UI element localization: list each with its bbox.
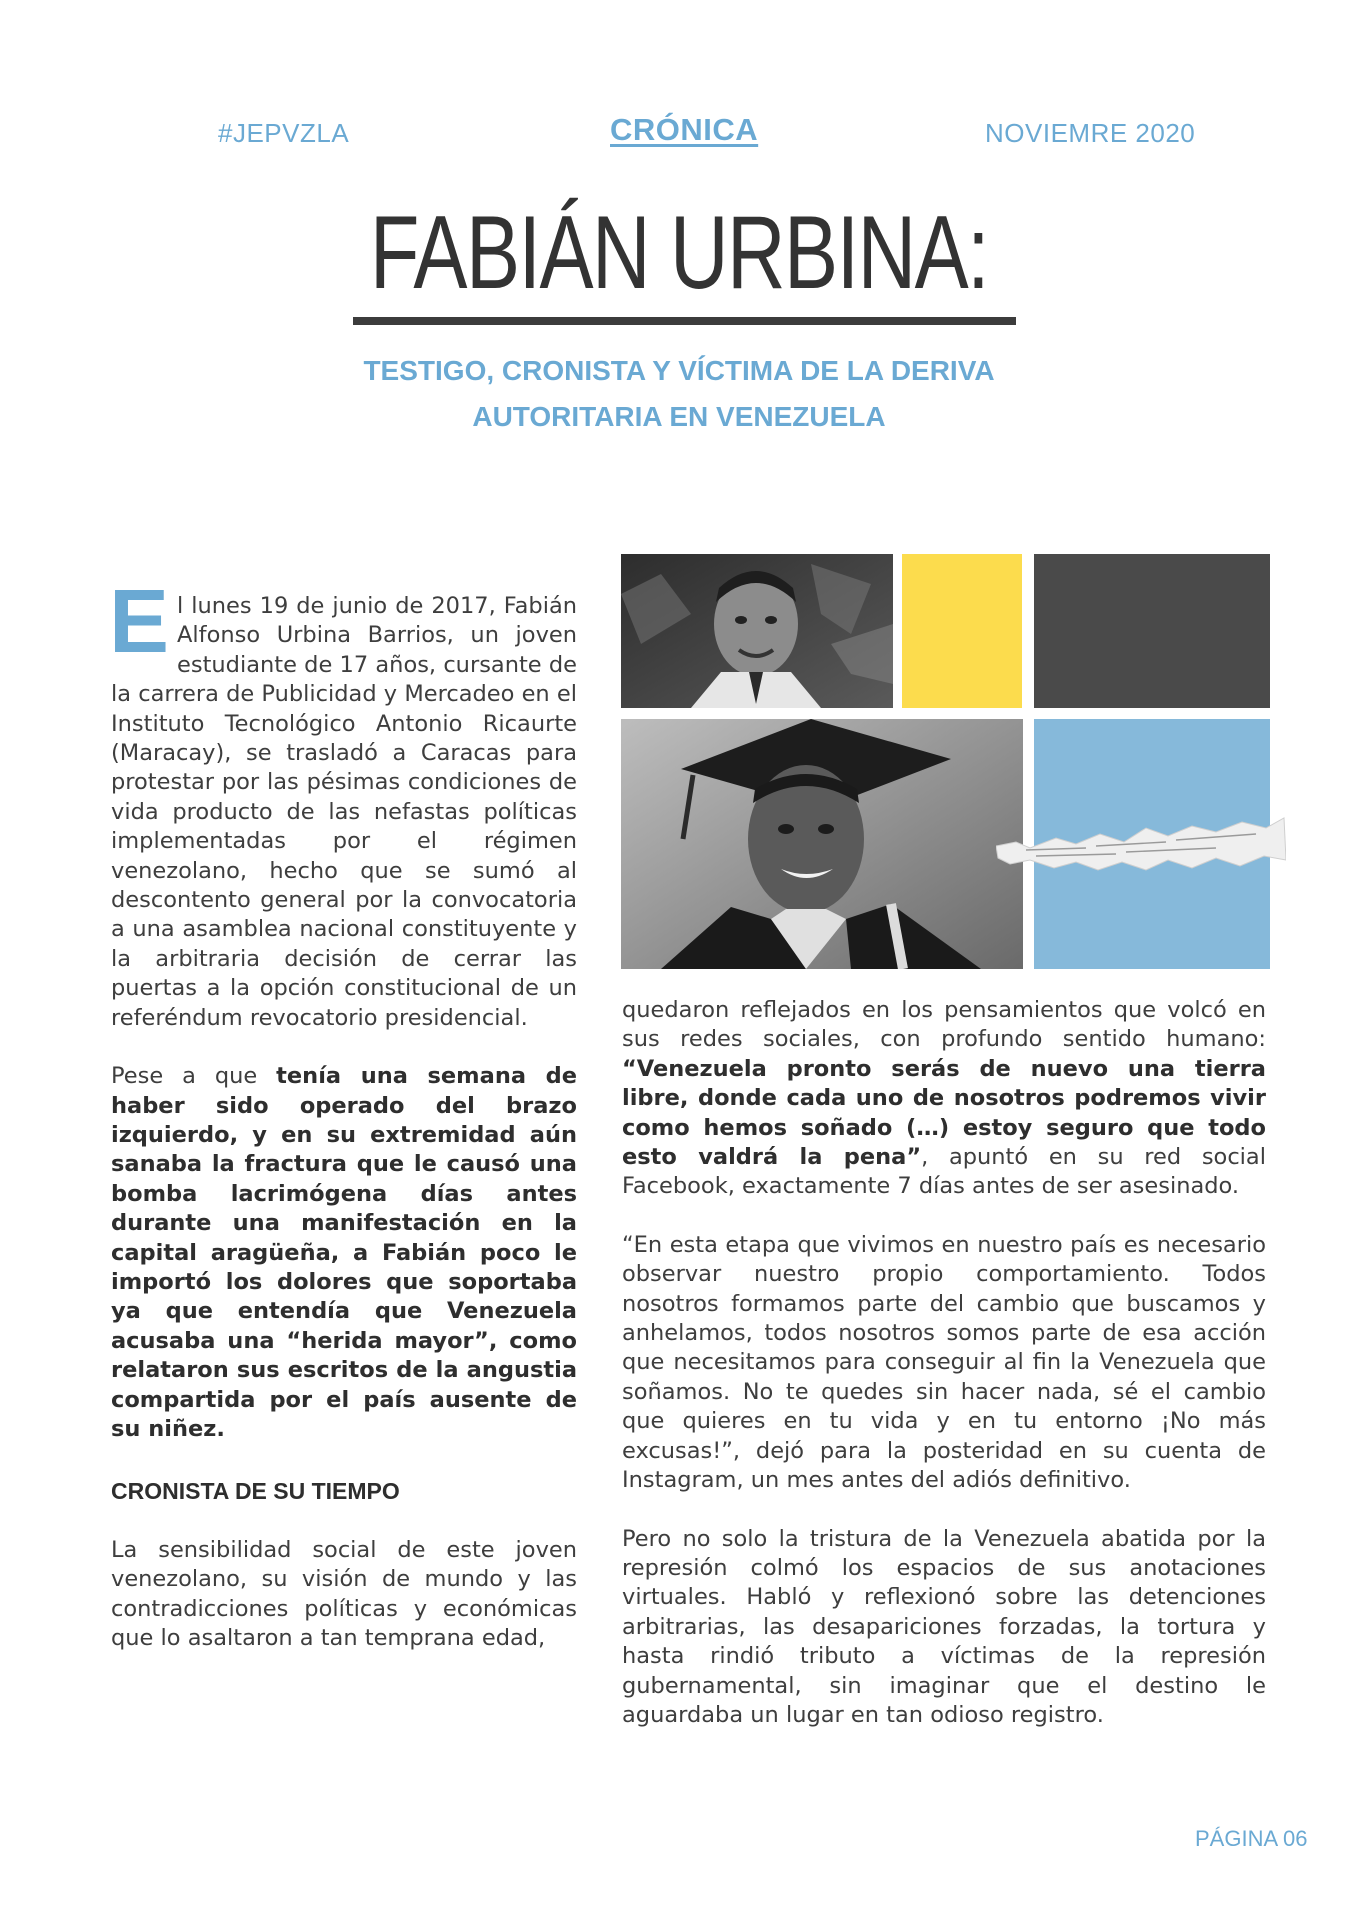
paragraph-6: Pero no solo la tristura de la Venezuela abatida por la represión colmó los espacios de sus anotaciones virtuales. Habló y reflexionó sobre las detenciones arbitrarias, las desapariciones forzadas, la tortura y hasta rindió tributo a víctimas de la represión gubernamental, sin imaginar que el destino le aguardaba un lugar en tan odioso registro. (622, 1525, 1266, 1728)
paragraph-1-text: l lunes 19 de junio de 2017, Fabián Alfonso Urbina Barrios, un joven estudiante de 17 años, cursante de la carrera de Publicidad y Mercadeo en el Instituto Tecnológico Antonio Ricaurte (Maracay), se trasladó a Caracas para protestar por las pésimas condiciones de vida producto de las nefastas políticas implementadas por el régimen venezolano, hecho que se sumó al descontento general por la convocatoria a una asamblea nacional constituyente y la arbitraria decisión de cerrar las puertas a la opción constitucional de un referéndum revocatorio presidencial. (111, 593, 577, 1031)
paragraph-4-quote: “Venezuela pronto serás de nuevo una tierra libre, donde cada uno de nosotros podremos vivir como hemos soñado (…) estoy seguro que todo esto valdrá la pena” (622, 1055, 1266, 1171)
paragraph-3: La sensibilidad social de este joven venezolano, su visión de mundo y las contradicciones políticas y económicas que lo asaltaron a tan temprana edad, (111, 1536, 577, 1651)
page-number: PÁGINA 06 (1195, 1826, 1308, 1851)
paragraph-5: “En esta etapa que vivimos en nuestro país es necesario observar nuestro propio comportamiento. Todos nosotros formamos parte del cambio que buscamos y anhelamos, todos nosotros somos parte de esa acción que necesitamos para conseguir al fin la Venezuela que soñamos. No te quedes sin hacer nada, sé el cambio que quieres en tu vida y en tu entorno ¡No más excusas!”, dejó para la posteridad en su cuenta de Instagram, un mes antes del adiós definitivo. (622, 1231, 1266, 1494)
title-underline (353, 317, 1016, 325)
article-title: FABIÁN URBINA: (369, 195, 989, 311)
child-photo (621, 554, 893, 708)
left-column (109, 572, 577, 1653)
paragraph-2-bold: tenía una semana de haber sido operado del brazo izquierdo, y en su extremidad aún sanaba la fractura que le causó una bomba lacrimógena días antes durante una manifestación en la capital aragüeña, a Fabián poco le importó los dolores que soportaba ya que entendía que Venezuela acusaba una “herida mayor”, como relataron sus escritos de la angustia compartida por el país ausente de su niñez. (111, 1063, 577, 1442)
paragraph-4-tail: , apuntó en su red social Facebook, exactamente 7 días antes de ser asesinado. (622, 1144, 1266, 1200)
graduation-photo (621, 719, 1023, 969)
dark-color-block (1034, 554, 1270, 708)
article-subtitle (240, 348, 1118, 440)
torn-paper-strip (996, 808, 1286, 880)
paragraph-4-lead: quedaron reflejados en los pensamientos que volcó en sus redes sociales, con profundo sentido humano: (622, 997, 1266, 1053)
paragraph-2 (111, 1062, 577, 1444)
paragraph-4 (622, 996, 1266, 1202)
paragraph-1 (109, 572, 577, 1033)
issue-date: NOVIEMRE 2020 (985, 118, 1196, 148)
drop-cap: E (109, 572, 170, 672)
subtitle-line-2: AUTORITARIA EN VENEZUELA (472, 401, 886, 432)
right-column (622, 996, 1266, 1730)
hashtag-label: #JEPVZLA (218, 118, 350, 148)
subtitle-line-1: TESTIGO, CRONISTA Y VÍCTIMA DE LA DERIVA (363, 355, 995, 386)
section-subheading: CRONISTA DE SU TIEMPO (111, 1478, 400, 1505)
section-label: CRÓNICA (610, 112, 759, 147)
paragraph-2-lead: Pese a que (111, 1063, 277, 1090)
yellow-color-block (902, 554, 1022, 708)
